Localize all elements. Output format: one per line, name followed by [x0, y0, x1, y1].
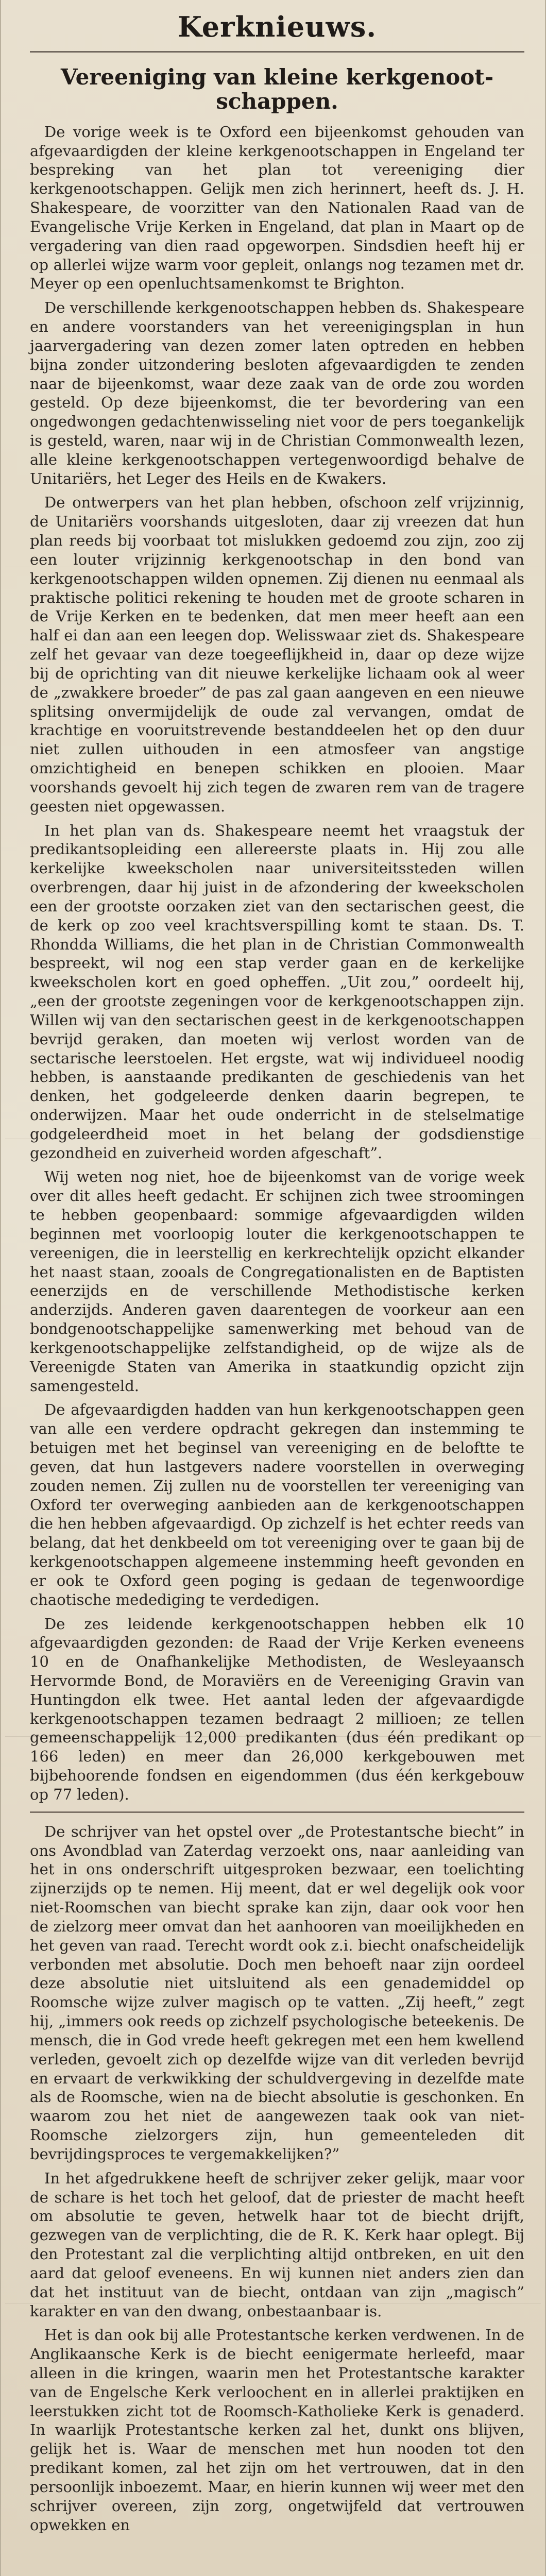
- paragraph: De schrijver van het opstel over „de Protestantsche biecht” in ons Avondblad van Zaterdag verzoekt ons, naar aanleiding van het in ons onderschrift uitgesproken bezwaar, een toelichting zijnerzijds op te nemen. Hij meent, dat er wel degelijk ook voor niet-Roomschen van biecht sprake kan zijn, daar ook voor hen de zielzorg meer omvat dan het aanhooren van moeilijkheden en het geven van raad. Terecht wordt ook z.i. biecht onafscheidelijk verbonden met absolutie. Doch men behoeft naar zijn oordeel deze absolutie niet uitsluitend als een genademiddel op Roomsche wijze zulver magisch op te vatten. „Zij heeft,” zegt hij, „immers ook reeds op zichzelf psychologische beteekenis. De mensch, die in God vrede heeft gekregen met een hem kwellend verleden, gevoelt zich op dezelfde wijze van dit verleden bevrijd en ervaart de verkwikking der schuldvergeving in dezelfde mate als de Roomsche, wien na de biecht absolutie is geschonken. En waarom zou het niet de aangewezen taak ook van niet-Roomsche zielzorgers zijn, hun gemeenteleden dit bevrijdingsproces te vergemakkelijken?”: [30, 1822, 524, 2163]
- paragraph: De zes leidende kerkgenootschappen hebben elk 10 afgevaardigden gezonden: de Raad der Vrije Kerken eveneens 10 en de Onafhankelijke Methodisten, de Wesleyaansch Hervormde Bond, de Moraviërs en de Vereeniging Gravin van Huntingdon elk twee. Het aantal leden der afgevaardigde kerkgenootschappen tezamen bedraagt 2 millioen; ze tellen gemeenschappelijk 12,000 predikanten (dus één predikant op 166 leden) en meer dan 26,000 kerkgebouwen met bijbehoorende fondsen en eigendommen (dus één kerkgebouw op 77 leden).: [30, 1615, 524, 1803]
- article-title: [30, 65, 524, 113]
- paragraph: In het afgedrukkene heeft de schrijver zeker gelijk, maar voor de schare is het toch het geloof, dat de priester de macht heeft om absolutie te geven, hetwelk haar tot de biecht drijft, gezwegen van de verplichting, die de R. K. Kerk haar oplegt. Bij den Protestant zal die verplichting altijd ontbreken, en uit den aard dat geloof eveneens. En wij kunnen niet anders zien dan dat het instituut van de biecht, ontdaan van zijn „magisch” karakter en van den dwang, onbestaanbaar is.: [30, 2169, 524, 2320]
- article-body: [30, 123, 524, 1804]
- paragraph: Het is dan ook bij alle Protestantsche kerken verdwenen. In de Anglikaansche Kerk is de biecht eenigermate herleefd, maar alleen in die kringen, waarin men het Protestantsche karakter van de Engelsche Kerk verloochent en in allerlei praktijken en leerstukken zicht tot de Roomsch-Katholieke Kerk is genaderd. In waarlijk Protestantsche kerken zal het, dunkt ons blijven, gelijk het is. Waar de menschen met hun nooden tot den predikant komen, zal het zijn om het vertrouwen, dat in den persoonlijk inboezemt. Maar, en hierin kunnen wij weer met den schrijver overeen, zijn zorg, ongetwijfeld dat vertrouwen opwekken en: [30, 2326, 524, 2534]
- clipping-content: [30, 12, 524, 2539]
- second-article-body: [30, 1822, 524, 2535]
- paragraph: In het plan van ds. Shakespeare neemt het vraagstuk der predikantsopleiding een allereerste plaats in. Hij zou alle kerkelijke kweekscholen naar universiteitssteden willen overbrengen, daar hij juist in de afzondering der kweekscholen een der grootste oorzaken ziet van den sectarischen geest, die de kerk op zoo veel krachtsverspilling komt te staan. Ds. T. Rhondda Williams, die het plan in de Christian Commonwealth bespreekt, wil nog een stap verder gaan en de kerkelijke kweekscholen kort en goed opheffen. „Uit zou,” oordeelt hij, „een der grootste zegeningen voor de kerkgenootschappen zijn. Willen wij van den sectarischen geest in de kerkgenootschappen bevrijd geraken, dan moeten wij verlost worden van de sectarische leerstoelen. Het ergste, wat wij individueel noodig hebben, is aanstaande predikanten de geschiedenis van het denken, het godgeleerde denken daarin begrepen, te onderwijzen. Maar het oude onderricht in de stelselmatige godgeleerdheid moet in het belang der godsdienstige gezondheid en zuiverheid worden afgeschaft”.: [30, 821, 524, 1162]
- article-title-line-1: Vereeniging van kleine kerkgenoot-: [60, 64, 494, 90]
- paragraph: De verschillende kerkgenootschappen hebben ds. Shakespeare en andere voorstanders van het vereenigingsplan in hun jaarvergadering van dezen zomer laten optreden en hebben bijna zonder uitzondering besloten afgevaardigden te zenden naar de bijeenkomst, waar deze zaak van de orde zou worden gesteld. Op deze bijeenkomst, die ter bevordering van een ongedwongen gedachtenwisseling niet voor de pers toegankelijk is gesteld, waren, naar wij in de Christian Commonwealth lezen, alle kleine kerkgenootschappen vertegenwoordigd behalve de Unitariërs, het Leger des Heils en de Kwakers.: [30, 299, 524, 487]
- article-separator: [30, 1811, 524, 1813]
- paragraph: De vorige week is te Oxford een bijeenkomst gehouden van afgevaardigden der kleine kerkgenootschappen in Engeland ter bespreking van het plan tot vereeniging dier kerkgenootschappen. Gelijk men zich herinnert, heeft ds. J. H. Shakespeare, de voorzitter van den Nationalen Raad van de Evangelische Vrije Kerken in Engeland, dat plan in Maart op de vergadering van dien raad opgeworpen. Sindsdien heeft hij er op allerlei wijze warm voor gepleit, onlangs nog tezamen met dr. Meyer op een openluchtsamenkomst te Brighton.: [30, 123, 524, 293]
- paragraph: De ontwerpers van het plan hebben, ofschoon zelf vrijzinnig, de Unitariërs voorshands uitgesloten, daar zij vreezen dat hun plan reeds bij voorbaat tot mislukken gedoemd zou zijn, zoo zij een louter vrijzinnig kerkgenootschap in den bond van kerkgenootschappen wilden opnemen. Zij dienen nu eenmaal als praktische politici rekening te houden met de groote scharen in de Vrije Kerken en te bedenken, dat men meer heeft aan een half ei dan aan een leegen dop. Welisswaar ziet ds. Shakespeare zelf het gevaar van deze toegeeflijkheid in, daar op deze wijze bij de oprichting van dit nieuwe kerkelijke lichaam ook al weer de „zwakkere broeder” de pas zal gaan aangeven en een nieuwe splitsing onvermijdelijk de oude zal vervangen, omdat de krachtige en vooruitstrevende bestanddeelen het op den duur niet zullen uithouden in een atmosfeer van angstige omzichtigheid en benepen schikken en plooien. Maar voorshands gevoelt hij zich tegen de zwaren rem van de tragere geesten niet opgewassen.: [30, 494, 524, 815]
- section-title: Kerknieuws.: [30, 12, 524, 53]
- paragraph: Wij weten nog niet, hoe de bijeenkomst van de vorige week over dit alles heeft gedacht. Er schijnen zich twee stroomingen te hebben geopenbaard: sommige afgevaardigden wilden beginnen met voorloopig louter die kerkgenootschappen te vereenigen, die in leerstellig en kerkrechtelijk opzicht elkander het naast staan, zooals de Congregationalisten en de Baptisten eenerzijds en de verschillende Methodistische kerken anderzijds. Anderen gaven daarentegen de voorkeur aan een bondgenootschappelijke samenwerking met behoud van de kerkgenootschappelijke zelfstandigheid, op de wijze als de Vereenigde Staten van Amerika in staatkundig opzicht zijn samengesteld.: [30, 1168, 524, 1395]
- paragraph: De afgevaardigden hadden van hun kerkgenootschappen geen van alle een verdere opdracht gekregen dan instemming te betuigen met het beginsel van vereeniging en de beloftte te geven, dat hun lastgevers nadere voorstellen in overweging zouden nemen. Zij zullen nu de voorstellen ter vereeniging van Oxford ter overweging aanbieden aan de kerkgenootschappen die hen hebben afgevaardigd. Op zichzelf is het echter reeds van belang, dat het denkbeeld om tot vereeniging over te gaan bij de kerkgenootschappen algemeene instemming heeft gevonden en er ook te Oxford geen poging is gedaan de tegenwoordige chaotische medediging te verdedigen.: [30, 1401, 524, 1608]
- article-title-line-2: schappen.: [216, 88, 338, 114]
